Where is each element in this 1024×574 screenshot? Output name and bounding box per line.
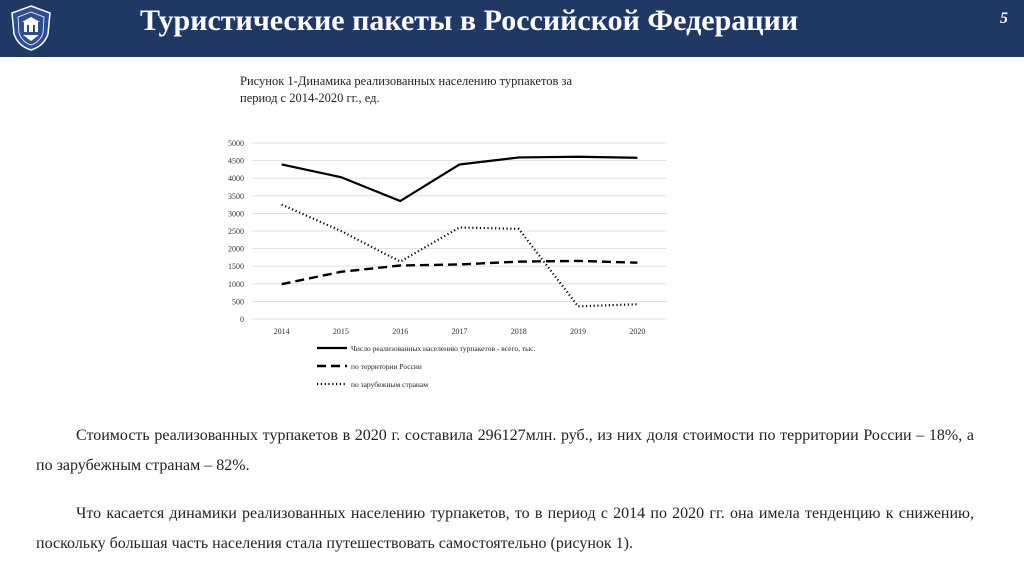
paragraph-dynamics: Что касается динамики реализованных населению турпакетов, то в период с 2014 по 2020 гг. она имела тенденцию к снижению, поскольку большая часть населения стала путешествовать самостоятельно (рисунок 1). <box>36 505 974 552</box>
y-tick-label: 4500 <box>228 156 244 166</box>
y-tick-label: 3500 <box>228 191 244 201</box>
paragraph-cost: Стоимость реализованных турпакетов в 2020 г. составила 296127млн. руб., из них доля стоимости по территории России – 18%, а по зарубежным странам – 82%. <box>36 427 974 474</box>
y-tick-label: 0 <box>240 315 244 324</box>
x-tick-label: 2015 <box>332 327 349 336</box>
y-tick-label: 5000 <box>228 139 244 148</box>
x-tick-label: 2020 <box>629 327 646 336</box>
x-tick-label: 2017 <box>451 327 468 336</box>
line-chart <box>212 132 672 392</box>
y-tick-label: 1000 <box>228 279 244 289</box>
series-line-3 <box>282 205 638 307</box>
slide-header <box>0 0 1024 57</box>
figure-caption <box>240 73 660 107</box>
x-tick-label: 2018 <box>510 327 527 336</box>
y-tick-label: 2000 <box>228 244 244 254</box>
x-tick-label: 2019 <box>570 327 587 336</box>
legend-label-2: по территории России <box>351 362 422 371</box>
caption-line-2: период с 2014-2020 гг., ед. <box>240 91 380 105</box>
caption-line-1: Рисунок 1-Динамика реализованных населению турпакетов за <box>240 74 573 88</box>
y-tick-label: 500 <box>232 297 244 307</box>
legend-label-3: по зарубежным странам <box>351 380 428 389</box>
y-tick-label: 3000 <box>228 209 244 219</box>
slide-title: Туристические пакеты в Российской Федерации <box>140 4 799 37</box>
university-crest-icon <box>8 4 54 52</box>
legend-label-1: Число реализованных населению турпакетов - всего, тыс. <box>351 344 536 353</box>
y-tick-label: 4000 <box>228 174 244 184</box>
series-line-2 <box>282 261 638 284</box>
y-tick-label: 2500 <box>228 227 244 236</box>
x-tick-label: 2014 <box>273 327 290 336</box>
y-tick-label: 1500 <box>228 262 244 272</box>
page-number: 5 <box>1000 10 1008 27</box>
series-line-1 <box>282 157 638 201</box>
x-tick-label: 2016 <box>392 327 409 336</box>
